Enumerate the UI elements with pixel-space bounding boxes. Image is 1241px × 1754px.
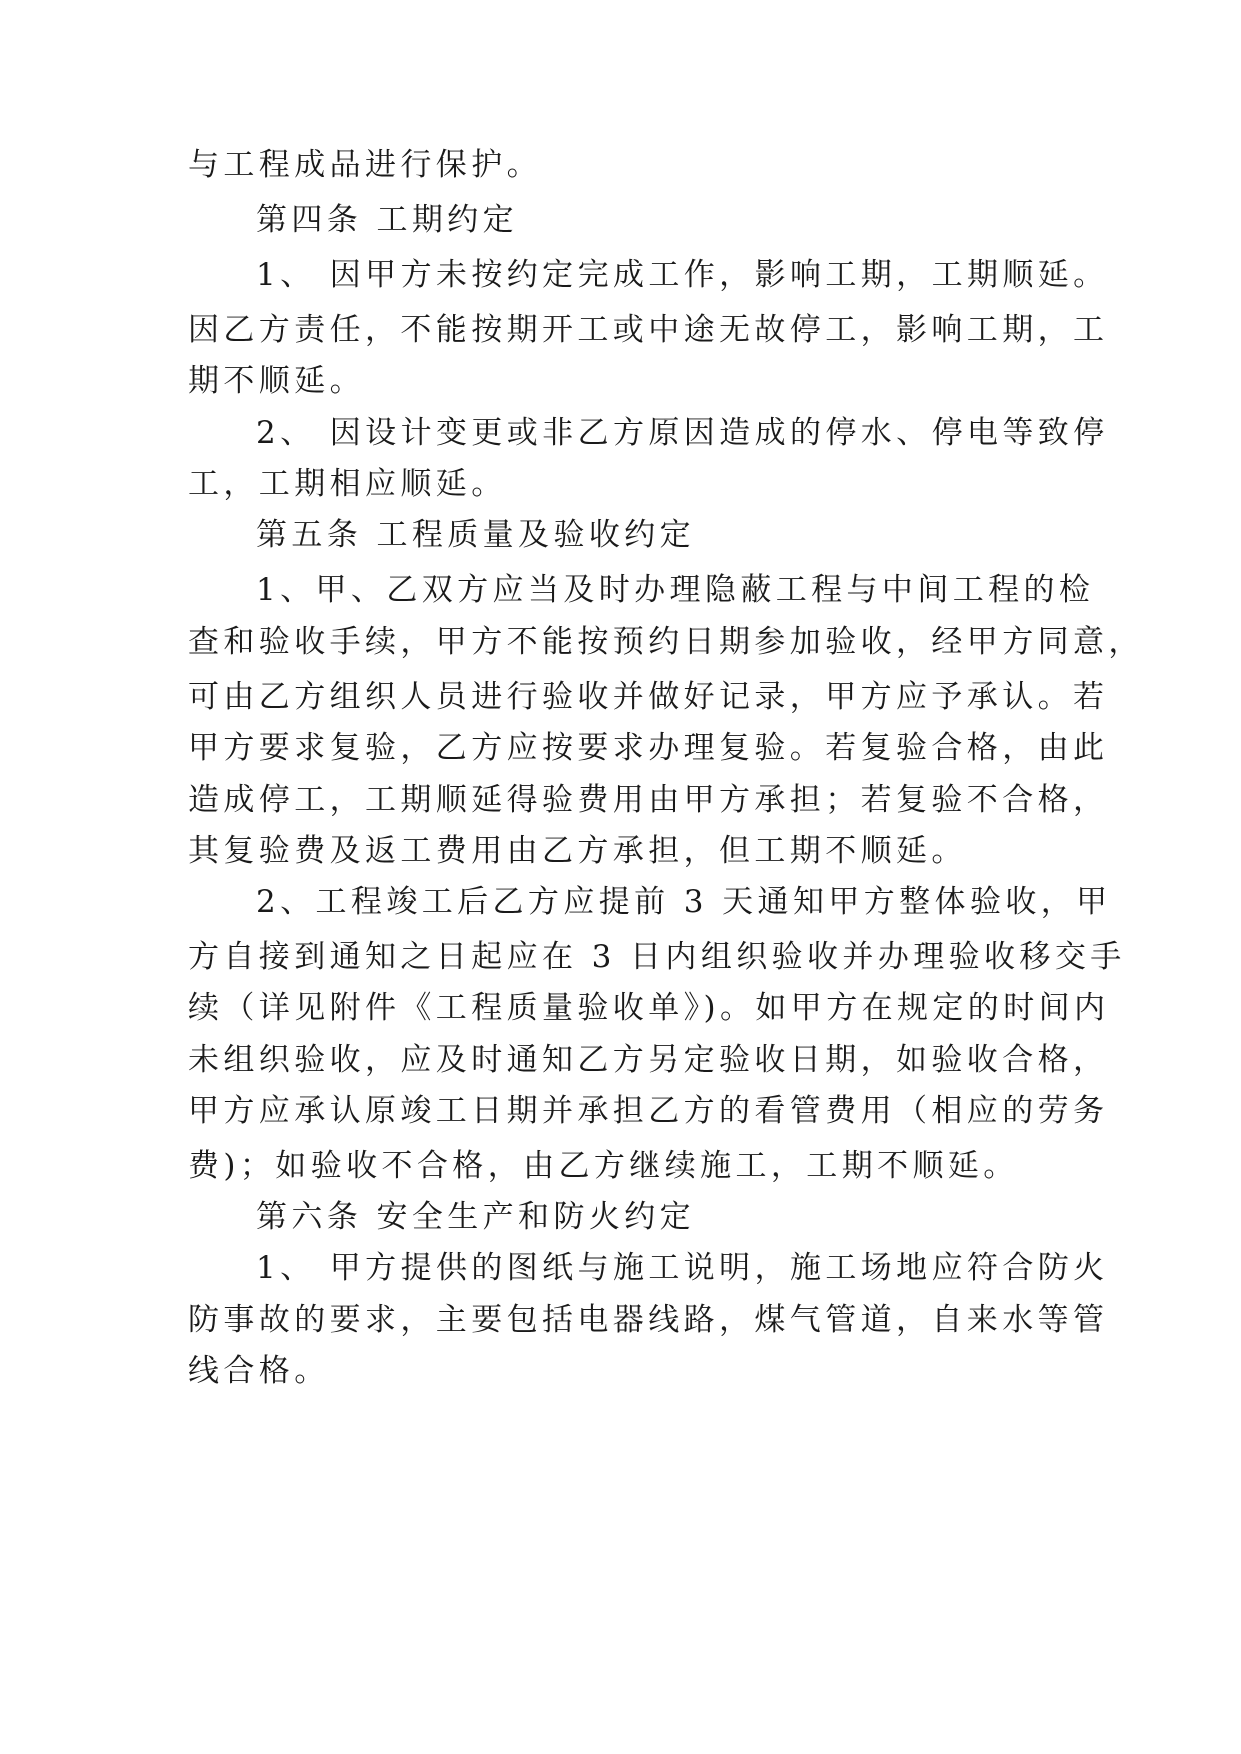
paragraph-line: 方自接到通知之日起应在 3 日内组织验收并办理验收移交手 [188, 939, 1126, 975]
paragraph-line: 因乙方责任，不能按期开工或中途无故停工，影响工期，工 [188, 312, 1109, 348]
section-heading-article-6: 第六条 安全生产和防火约定 [256, 1199, 696, 1235]
paragraph-line: 1、 因甲方未按约定完成工作，影响工期，工期顺延。 [256, 257, 1109, 293]
section-heading-article-4: 第四条 工期约定 [256, 202, 519, 238]
paragraph-line: 可由乙方组织人员进行验收并做好记录，甲方应予承认。若 [188, 679, 1109, 715]
paragraph-line: 造成停工，工期顺延得验费用由甲方承担；若复验不合格， [188, 782, 1109, 818]
section-heading-article-5: 第五条 工程质量及验收约定 [256, 517, 696, 553]
paragraph-line: 甲方应承认原竣工日期并承担乙方的看管费用（相应的劳务 [188, 1093, 1109, 1129]
paragraph-line: 期不顺延。 [188, 363, 365, 399]
paragraph-line: 查和验收手续，甲方不能按预约日期参加验收，经甲方同意， [188, 624, 1144, 660]
paragraph-line: 工，工期相应顺延。 [188, 466, 507, 502]
paragraph-line: 其复验费及返工费用由乙方承担，但工期不顺延。 [188, 833, 967, 869]
paragraph-line: 2、 因设计变更或非乙方原因造成的停水、停电等致停 [256, 415, 1109, 451]
paragraph-line: 1、 甲方提供的图纸与施工说明，施工场地应符合防火 [256, 1250, 1109, 1286]
paragraph-line: 1、甲、乙双方应当及时办理隐蔽工程与中间工程的检 [256, 572, 1095, 608]
paragraph-line: 费)；如验收不合格，由乙方继续施工，工期不顺延。 [188, 1148, 1019, 1184]
paragraph-line: 未组织验收，应及时通知乙方另定验收日期，如验收合格， [188, 1042, 1109, 1078]
paragraph-line: 2、工程竣工后乙方应提前 3 天通知甲方整体验收，甲 [256, 884, 1112, 920]
paragraph-line: 续（详见附件《工程质量验收单》)。如甲方在规定的时间内 [188, 990, 1110, 1026]
paragraph-line: 与工程成品进行保护。 [188, 147, 542, 183]
paragraph-line: 甲方要求复验，乙方应按要求办理复验。若复验合格，由此 [188, 730, 1109, 766]
paragraph-line: 线合格。 [188, 1353, 330, 1389]
paragraph-line: 防事故的要求，主要包括电器线路，煤气管道，自来水等管 [188, 1302, 1109, 1338]
